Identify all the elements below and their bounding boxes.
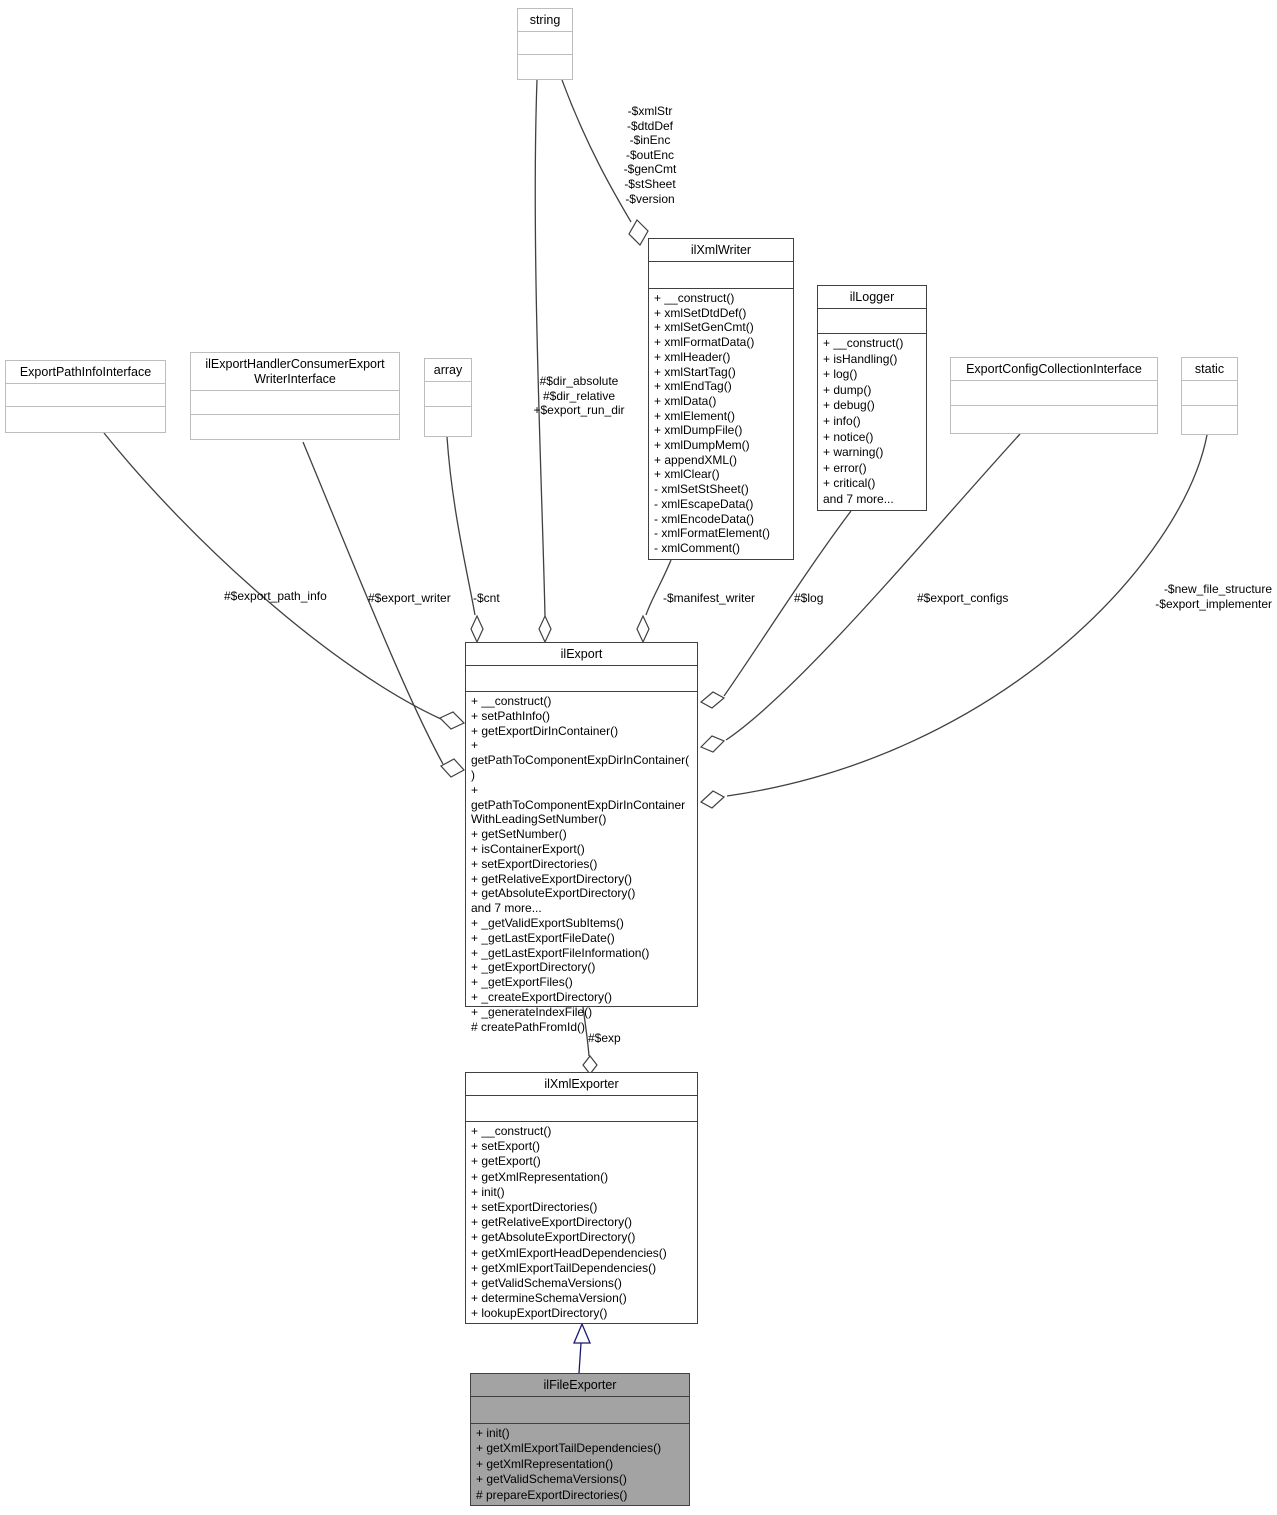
class-attributes (466, 1096, 697, 1122)
class-methods (6, 407, 165, 432)
class-attributes (471, 1397, 689, 1424)
edge-label-xmlwriter-fields: -$xmlStr -$dtdDef -$inEnc -$outEnc -$genCmt -$stSheet -$version (623, 104, 677, 206)
class-title: ExportPathInfoInterface (6, 361, 165, 384)
edge-ilxmlwriter-to-ilexport (646, 560, 671, 615)
edge-label-manifest-writer: -$manifest_writer (663, 591, 756, 605)
edge-string-to-ilexport (535, 80, 545, 616)
class-attributes (191, 391, 399, 415)
edge-array-to-ilexport (447, 437, 475, 615)
class-array (424, 358, 472, 437)
class-ilexport (465, 642, 698, 1034)
class-title: ilXmlExporter (466, 1073, 697, 1096)
aggregation-diamond-configs (701, 736, 724, 752)
class-ilxmlexporter (465, 1072, 698, 1324)
class-illogger (817, 285, 927, 511)
class-attributes (425, 382, 471, 407)
aggregation-diamond-writer (441, 759, 464, 777)
edge-label-dir-fields: #$dir_absolute #$dir_relative +$export_run_dir (533, 374, 625, 418)
aggregation-diamond-cnt (471, 616, 483, 642)
edge-label-export-writer: #$export_writer (368, 591, 451, 605)
inheritance-stem (579, 1343, 581, 1373)
edge-exportpathinfo-to-ilexport (104, 433, 441, 719)
edge-label-log: #$log (794, 591, 824, 605)
class-title: ilLogger (818, 286, 926, 309)
aggregation-diamond-log (701, 692, 724, 708)
class-attributes (818, 309, 926, 334)
aggregation-diamond-xmlstr (629, 220, 648, 245)
edge-label-cnt: -$cnt (473, 591, 500, 605)
class-title: string (518, 9, 572, 32)
edge-label-export-configs: #$export_configs (917, 591, 1009, 605)
class-title: ilExportHandlerConsumerExport WriterInterface (191, 353, 399, 391)
class-methods (518, 55, 572, 79)
class-exportconfigcollectioninterface (950, 357, 1158, 434)
class-title: ilFileExporter (471, 1374, 689, 1397)
aggregation-diamond-static (701, 791, 724, 808)
aggregation-diamond-dir (539, 616, 551, 642)
class-methods: + __construct() + setPathInfo() + getExportDirInContainer() + getPathToComponentExpDirInContainer() + getPathToComponentExpDirInContainerWithLeadingSetNumber() + getSetNumber() + isContainerExport() + setExportDirectories() + getRelativeExportDirectory() + getAbsoluteExportDirectory() and 7 more... + _getValidExportSubItems() + _getLastExportFileDate() + _getLastExportFileInformation() + _getExportDirectory() + _getExportFiles() + _createExportDirectory() + _generateIndexFile() # createPathFromId() (471, 694, 690, 1034)
class-methods: + init() + getXmlExportTailDependencies() + getXmlRepresentation() + getValidSchemaVersions() # prepareExportDirectories() (476, 1426, 662, 1502)
class-title: ilXmlWriter (649, 239, 793, 262)
class-attributes (518, 32, 572, 55)
class-methods (951, 406, 1157, 433)
inheritance-triangle-icon (574, 1324, 590, 1343)
class-title: static (1182, 358, 1237, 381)
class-attributes (1182, 381, 1237, 406)
class-methods (1182, 406, 1237, 434)
class-title: ExportConfigCollectionInterface (951, 358, 1157, 381)
edge-label-exp: #$exp (588, 1031, 621, 1045)
class-methods: + __construct() + setExport() + getExport() + getXmlRepresentation() + init() + setExportDirectories() + getRelativeExportDirectory() + getAbsoluteExportDirectory() + getXmlExportHeadDependencies() + getXmlExportTailDependencies() + getValidSchemaVersions() + determineSchemaVersion() + lookupExportDirectory() (471, 1124, 667, 1321)
class-methods (425, 407, 471, 436)
class-methods (191, 415, 399, 439)
class-methods: + __construct() + isHandling() + log() + dump() + debug() + info() + notice() + warning() + error() + critical() and 7 more... (823, 336, 904, 506)
class-attributes (466, 666, 697, 692)
class-methods: + __construct() + xmlSetDtdDef() + xmlSetGenCmt() + xmlFormatData() + xmlHeader() + xmlStartTag() + xmlEndTag() + xmlData() + xmlElement() + xmlDumpFile() + xmlDumpMem() + appendXML() + xmlClear() - xmlSetStSheet() - xmlEscapeData() - xmlEncodeData() - xmlFormatElement() - xmlComment() (654, 291, 771, 555)
class-title: ilExport (466, 643, 697, 666)
class-title: array (425, 359, 471, 382)
class-ilexporthandlerconsumerexportwriterinterface (190, 352, 400, 440)
aggregation-diamond-path-info (440, 712, 464, 729)
class-attributes (649, 262, 793, 289)
edge-static-to-ilexport (727, 435, 1207, 796)
edge-label-export-path-info: #$export_path_info (224, 589, 327, 603)
class-attributes (6, 384, 165, 407)
class-static (1181, 357, 1238, 435)
aggregation-diamond-manifest (637, 616, 649, 642)
class-exportpathinfointerface (5, 360, 166, 433)
class-attributes (951, 381, 1157, 406)
edge-label-static-fields: -$new_file_structure -$export_implementer (1155, 582, 1272, 611)
class-string (517, 8, 573, 80)
class-ilfileexporter (470, 1373, 690, 1506)
class-ilxmlwriter (648, 238, 794, 560)
